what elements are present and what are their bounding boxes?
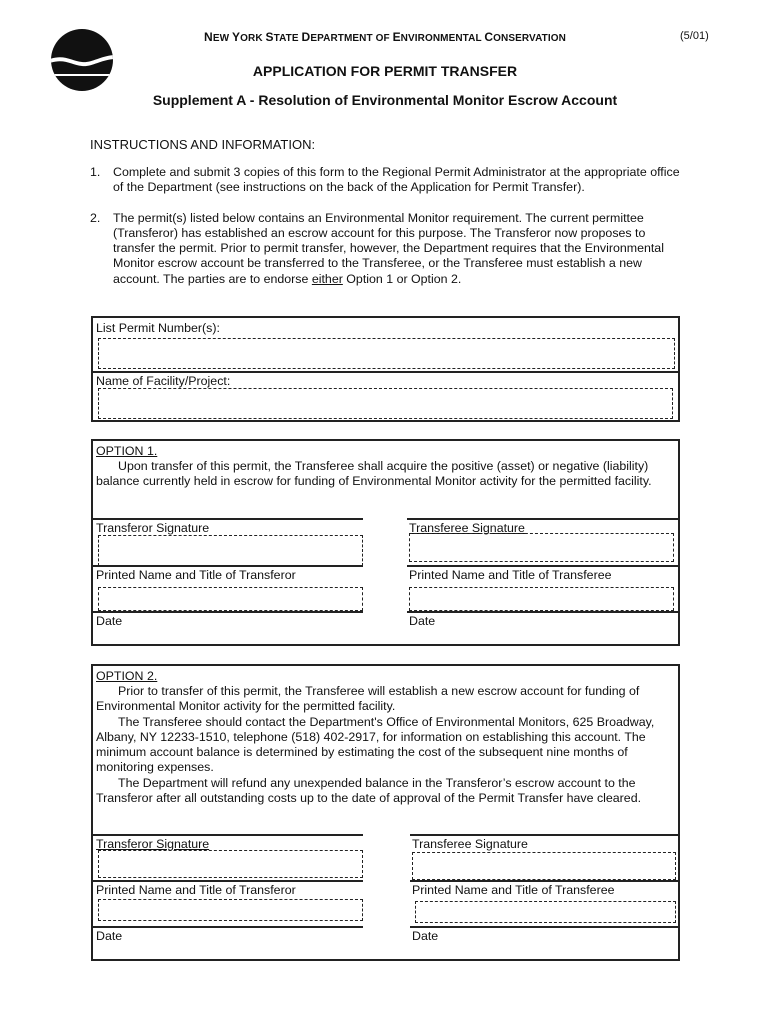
transferor-name-label: Printed Name and Title of Transferor [96, 883, 296, 897]
transferee-date-label: Date [412, 929, 439, 943]
transferee-name-field[interactable] [415, 901, 676, 923]
transferee-name-label: Printed Name and Title of Transferee [412, 883, 615, 897]
transferor-date-label: Date [96, 929, 123, 943]
transferee-date-label: Date [409, 614, 436, 628]
instructions-list [90, 165, 690, 302]
option-2-section [91, 664, 680, 961]
transferor-signature-field[interactable] [98, 850, 363, 878]
emphasis-either: either [311, 271, 343, 286]
page-title: APPLICATION FOR PERMIT TRANSFER [252, 63, 518, 79]
option-2-title: OPTION 2. [96, 669, 158, 683]
nysdec-logo-icon [50, 28, 114, 92]
transferor-name-field[interactable] [98, 587, 363, 611]
agency-name: NEW YORK STATE DEPARTMENT OF ENVIRONMENTAL CONSERVATION [204, 30, 566, 44]
transferor-date-label: Date [96, 614, 123, 628]
transferee-signature-field[interactable] [409, 533, 674, 562]
transferee-name-field[interactable] [409, 587, 674, 611]
transferor-signature-field[interactable] [98, 535, 363, 566]
facility-label: Name of Facility/Project: [96, 374, 231, 388]
transferor-name-field[interactable] [98, 899, 363, 921]
transferee-name-label: Printed Name and Title of Transferee [409, 568, 612, 582]
option-1-text: Upon transfer of this permit, the Transferee shall acquire the positive (asset) or negative (liability) balance currently held in escrow for funding of Environmental Monitor activity for the permitted facility. [96, 459, 652, 489]
page-subtitle: Supplement A - Resolution of Environmental Monitor Escrow Account [152, 92, 618, 108]
option-1-title: OPTION 1. [96, 444, 158, 458]
transferee-signature-label: Transferee Signature [409, 521, 525, 535]
transferor-signature-label: Transferor Signature [96, 521, 210, 535]
instruction-item: 1. Complete and submit 3 copies of this form to the Regional Permit Administrator at the appropriate office of the Department (see instructions on the back of the Application for Permit Transfer). [90, 165, 680, 195]
permit-info-section [91, 316, 680, 422]
permit-numbers-label: List Permit Number(s): [96, 321, 220, 335]
transferor-name-label: Printed Name and Title of Transferor [96, 568, 296, 582]
option-2-text: Prior to transfer of this permit, the Transferee will establish a new escrow account for funding of Environmental Monitor activity for the permitted facility. The Transferee should contact the Department's Office of Environmental Monitors, 625 Broadway, Albany, NY 12233-1510, telephone (518) 402-2917, for information on establishing this account. The minimum account balance is determined by estimating the cost of the subsequent nine months of monitoring expenses. The Department will refund any unexpended balance in the Transferor’s escrow account to the Transferor after all outstanding costs up to the date of approval of the Permit Transfer have cleared. [96, 684, 655, 806]
instructions-heading: INSTRUCTIONS AND INFORMATION: [90, 137, 316, 152]
facility-field[interactable] [98, 388, 673, 419]
option-1-section [91, 439, 680, 646]
instruction-item: 2. The permit(s) listed below contains an Environmental Monitor requirement. The current permittee (Transferor) has established an escrow account for this purpose. The Transferor now proposes to transfer the permit. Prior to permit transfer, however, the Department requires that the Environmental Monitor escrow account be transferred to the Transferee, or the Transferee must establish a new account. The parties are to endorse either Option 1 or Option 2. [90, 210, 664, 286]
permit-numbers-field[interactable] [98, 338, 675, 369]
transferee-signature-field[interactable] [412, 852, 676, 880]
transferor-signature-label: Transferor Signature [96, 837, 210, 851]
transferee-signature-label: Transferee Signature [412, 837, 528, 851]
form-version: (5/01) [680, 30, 709, 42]
